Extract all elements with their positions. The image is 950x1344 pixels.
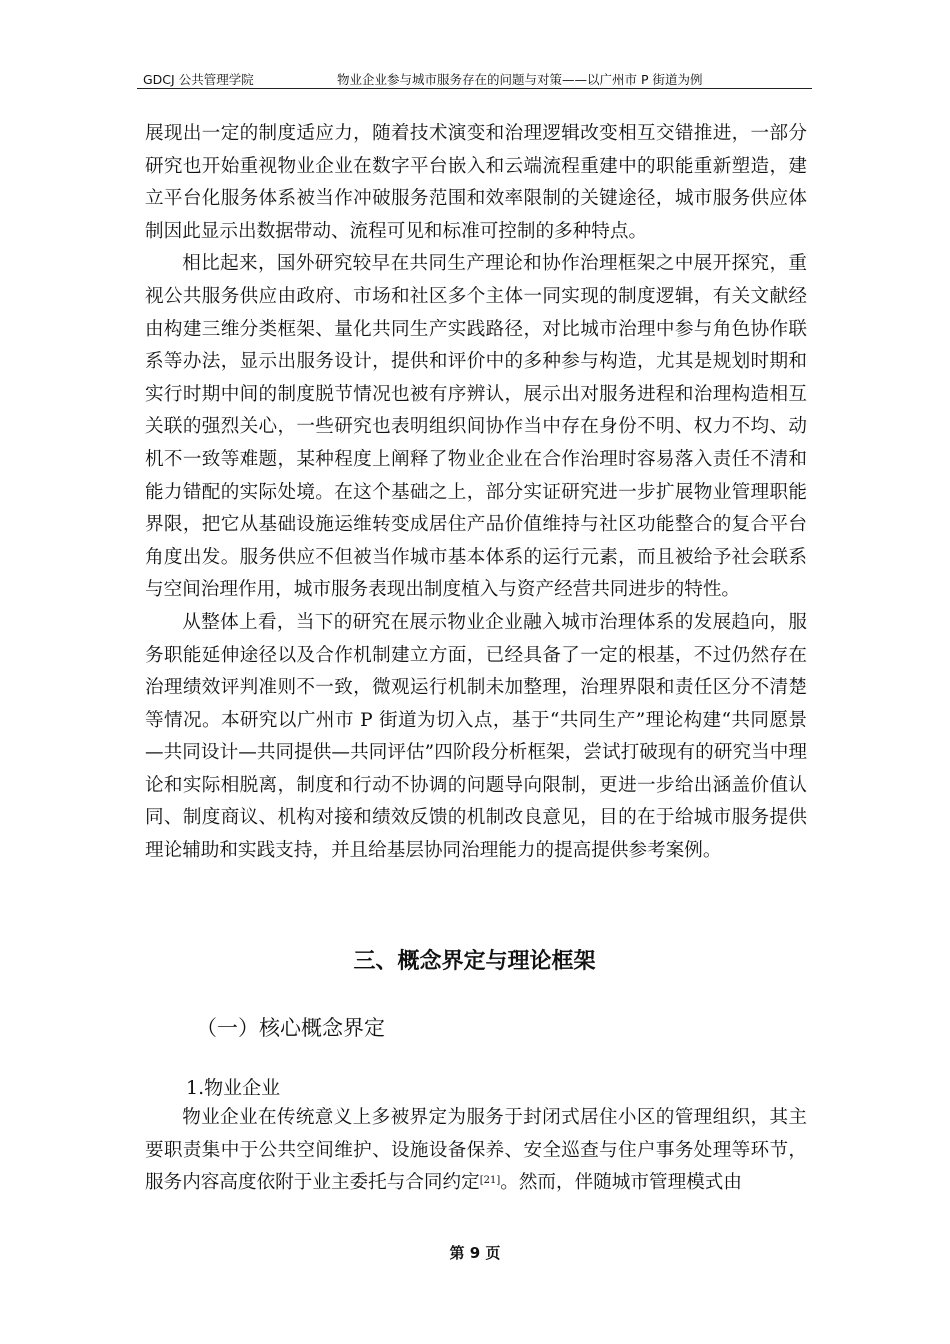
citation-21[interactable]: [21] (479, 1175, 501, 1187)
paragraph-4-text-after: 。然而，伴随城市管理模式由 (500, 1172, 742, 1194)
header-rule (137, 88, 812, 89)
body-text (145, 118, 807, 868)
header-institution: GDCJ 公共管理学院 (143, 72, 254, 87)
paragraph-4-text: 物业企业在传统意义上多被界定为服务于封闭式居住小区的管理组织，其主要职责集中于公共空间维护、设施设备保养、安全巡查与住户事务处理等环节，服务内容高度依附于业主委托与合同约定 (145, 1107, 807, 1194)
header-paper-title: 物业企业参与城市服务存在的问题与对策——以广州市 P 街道为例 (337, 72, 703, 87)
subsubsection-heading: 1.物业企业 (186, 1077, 281, 1099)
page-number: 第 9 页 (449, 1244, 501, 1262)
paragraph-1: 展现出一定的制度适应力，随着技术演变和治理逻辑改变相互交错推进，一部分研究也开始重视物业企业在数字平台嵌入和云端流程重建中的职能重新塑造，建立平台化服务体系被当作冲破服务范围和效率限制的关键途径，城市服务供应体制因此显示出数据带动、流程可见和标准可控制的多种特点。 (145, 123, 807, 242)
running-header (137, 68, 812, 88)
paragraph-2: 相比起来，国外研究较早在共同生产理论和协作治理框架之中展开探究，重视公共服务供应由政府、市场和社区多个主体一同实现的制度逻辑，有关文献经由构建三维分类框架、量化共同生产实践路径，对比城市治理中参与角色协作联系等办法，显示出服务设计，提供和评价中的多种参与构造，尤其是规划时期和实行时期中间的制度脱节情况也被有序辨认，展示出对服务进程和治理构造相互关联的强烈关心，一些研究也表明组织间协作当中存在身份不明、权力不均、动机不一致等难题，某种程度上阐释了物业企业在合作治理时容易落入责任不清和能力错配的实际处境。在这个基础之上，部分实证研究进一步扩展物业管理职能界限，把它从基础设施运维转变成居住产品价值维持与社区功能整合的复合平台角度出发。服务供应不但被当作城市基本体系的运行元素，而且被给予社会联系与空间治理作用，城市服务表现出制度植入与资产经营共同进步的特性。 (145, 253, 807, 601)
body-text-continued (145, 1102, 807, 1200)
paragraph-4 (145, 1102, 807, 1200)
subsection-heading: （一）核心概念界定 (196, 1016, 385, 1040)
paragraph-3: 从整体上看，当下的研究在展示物业企业融入城市治理体系的发展趋向，服务职能延伸途径以及合作机制建立方面，已经具备了一定的根基，不过仍然存在治理绩效评判准则不一致，微观运行机制未加整理，治理界限和责任区分不清楚等情况。本研究以广州市 P 街道为切入点，基于“共同生产”理论构建“共同愿景—共同设计—共同提供—共同评估”四阶段分析框架，尝试打破现有的研究当中理论和实际相脱离，制度和行动不协调的问题导向限制，更进一步给出涵盖价值认同、制度商议、机构对接和绩效反馈的机制改良意见，目的在于给城市服务提供理论辅助和实践支持，并且给基层协同治理能力的提高提供参考案例。 (145, 611, 807, 862)
section-heading: 三、概念界定与理论框架 (353, 949, 596, 974)
